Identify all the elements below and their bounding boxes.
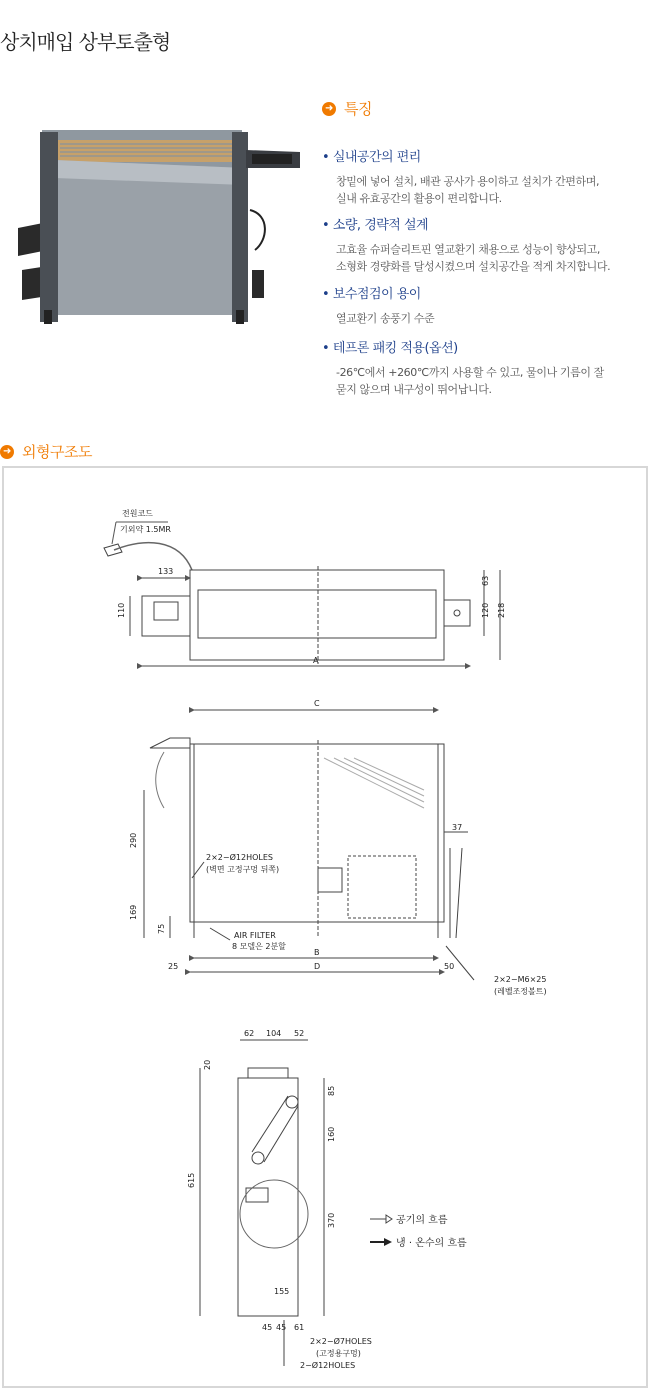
dim-37: 37 <box>452 823 463 832</box>
dim-62: 62 <box>244 1029 255 1038</box>
dim-155: 155 <box>274 1287 290 1296</box>
feature-title: • 보수점검이 용이 <box>322 287 421 302</box>
dim-133: 133 <box>158 567 174 576</box>
bolt-label: 2×2−M6×25 <box>494 975 547 984</box>
holes-note: (벽면 고정구멍 뒤쪽) <box>206 865 280 874</box>
features-heading-text: 특징 <box>344 100 372 118</box>
top-view <box>104 508 506 666</box>
dim-63: 63 <box>481 575 490 586</box>
dim-169: 169 <box>129 904 138 920</box>
arrow-right-icon: ➜ <box>322 102 336 116</box>
dim-120: 120 <box>481 602 490 618</box>
feature-title: • 실내공간의 편리 <box>322 150 421 165</box>
page-title: 상치매입 상부토출형 <box>0 30 171 54</box>
cord-length-label: 기외약 1.5MR <box>120 525 171 534</box>
dim-d: D <box>314 962 321 971</box>
feature-desc: 고효율 슈퍼슬리트핀 열교환기 채용으로 성능이 향상되고, 소형화 경량화를 달성시켰으며 설치공간을 적게 차지합니다. <box>336 243 611 273</box>
power-cord-label: 전원코드 <box>122 509 153 518</box>
feature-desc: -26℃에서 +260℃까지 사용할 수 있고, 물이나 기름이 잘 묻지 않으며 내구성이 뛰어납니다. <box>336 366 604 396</box>
dim-160: 160 <box>327 1126 336 1142</box>
features-heading <box>322 98 372 119</box>
dim-45a: 45 <box>262 1323 273 1332</box>
legend <box>370 1213 467 1249</box>
side-view <box>129 699 547 996</box>
feature-item <box>322 214 642 275</box>
feature-desc: 창밑에 넣어 설치, 배관 공사가 용이하고 설치가 간편하며, 실내 유효공간의 활용이 편리합니다. <box>336 175 600 205</box>
holes7-label: 2×2−Ø7HOLES <box>310 1337 372 1346</box>
dim-c: C <box>314 699 320 708</box>
diagram-heading <box>0 441 92 462</box>
feature-item <box>322 337 642 398</box>
filter-label: AIR FILTER <box>234 931 276 940</box>
filter-note: 8 모델은 2분할 <box>232 942 286 951</box>
front-view <box>187 1029 372 1370</box>
dim-52: 52 <box>294 1029 305 1038</box>
holes12-label: 2−Ø12HOLES <box>300 1361 356 1370</box>
dim-25: 25 <box>168 962 179 971</box>
dim-218: 218 <box>497 602 506 618</box>
dim-290: 290 <box>129 832 138 848</box>
holes-label: 2×2−Ø12HOLES <box>206 853 273 862</box>
dim-85: 85 <box>327 1085 336 1096</box>
diagram-box <box>2 466 648 1388</box>
feature-desc: 열교환기 송풍기 수준 <box>336 312 435 325</box>
dim-370: 370 <box>327 1212 336 1228</box>
feature-item <box>322 146 642 207</box>
holes7-note: (고정용구멍) <box>316 1349 361 1358</box>
dim-45b: 45 <box>276 1323 287 1332</box>
dim-615: 615 <box>187 1172 196 1188</box>
dim-a: A <box>313 656 319 665</box>
legend-air-flow: 공기의 흐름 <box>396 1215 448 1226</box>
technical-drawing <box>4 468 646 1386</box>
feature-title: • 소량, 경략적 설계 <box>322 218 429 233</box>
dim-b: B <box>314 948 320 957</box>
feature-title: • 테프론 패킹 적용(옵션) <box>322 341 458 356</box>
diagram-heading-text: 외형구조도 <box>22 443 92 461</box>
arrow-right-icon: ➜ <box>0 445 14 459</box>
feature-item <box>322 283 642 327</box>
legend-water-flow: 냉 · 온수의 흐름 <box>396 1238 467 1249</box>
bolt-note: (레벨조정볼트) <box>494 987 547 996</box>
dim-110: 110 <box>117 602 126 618</box>
dim-61: 61 <box>294 1323 305 1332</box>
product-photo <box>0 110 300 340</box>
dim-75: 75 <box>157 923 166 934</box>
dim-50: 50 <box>444 962 455 971</box>
dim-104: 104 <box>266 1029 282 1038</box>
dim-20: 20 <box>203 1059 212 1070</box>
